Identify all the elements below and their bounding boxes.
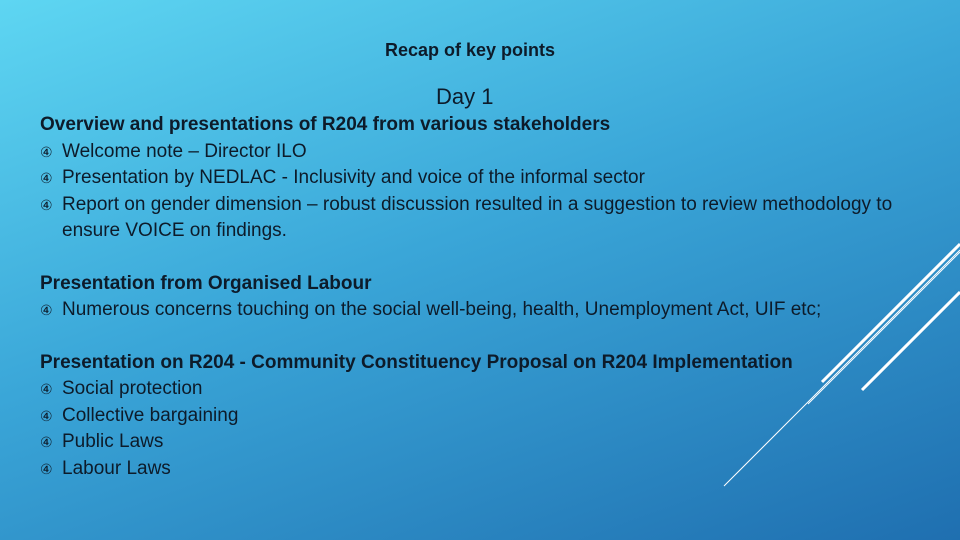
list-item-text: Labour Laws: [62, 457, 171, 479]
bullet-icon: ④: [40, 434, 53, 450]
section-heading: Overview and presentations of R204 from various stakeholders: [40, 114, 611, 135]
bullet-icon: ④: [40, 302, 53, 318]
list-item: [40, 165, 920, 192]
slide-title: Recap of key points: [384, 40, 556, 60]
list-item: [40, 376, 920, 403]
bullet-icon: ④: [40, 170, 53, 186]
list-item: [40, 456, 920, 483]
bullet-icon: ④: [40, 460, 53, 477]
list-item-text: Public Laws: [62, 431, 164, 452]
slide-content: [40, 112, 920, 508]
list-item-text: Report on gender dimension – robust discussion resulted in a suggestion to review methodology to ensure VOICE on findings.: [62, 193, 893, 241]
bullet-icon: ④: [40, 196, 53, 213]
list-item: [40, 139, 920, 166]
list-item-text: Collective bargaining: [62, 404, 239, 426]
list-item: [40, 429, 920, 456]
section-organised-labour: [40, 271, 920, 324]
slide-subtitle: Day 1: [436, 84, 494, 109]
list-item-text: Presentation by NEDLAC - Inclusivity and voice of the informal sector: [62, 167, 645, 188]
section-overview: [40, 112, 920, 245]
section-heading: Presentation on R204 - Community Constituency Proposal on R204 Implementation: [40, 351, 793, 373]
bullet-icon: ④: [40, 407, 53, 424]
section-heading: Presentation from Organised Labour: [40, 272, 372, 294]
list-item: [40, 403, 920, 430]
list-item-text: Numerous concerns touching on the social well-being, health, Unemployment Act, UIF etc;: [62, 299, 822, 320]
bullet-icon: ④: [40, 143, 53, 160]
section-community-constituency: [40, 350, 920, 483]
bullet-icon: ④: [40, 381, 53, 397]
list-item: [40, 192, 920, 245]
list-item-text: Social protection: [62, 378, 203, 399]
list-item-text: Welcome note – Director ILO: [62, 140, 307, 162]
list-item: [40, 297, 920, 324]
